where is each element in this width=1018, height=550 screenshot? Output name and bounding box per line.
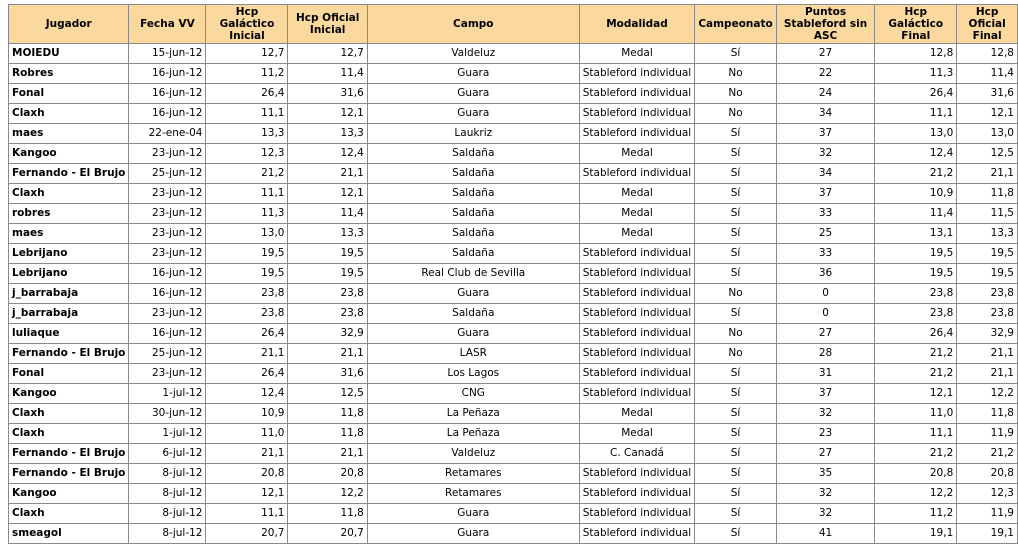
cell-hcp-oficial-inicial: 32,9 [288,324,367,344]
cell-campeonato: No [695,344,777,364]
cell-campeonato: Sí [695,464,777,484]
cell-jugador: Claxh [9,404,129,424]
cell-fecha: 6-jul-12 [129,444,206,464]
cell-hcp-galactico-final: 21,2 [875,444,957,464]
cell-campeonato: Sí [695,264,777,284]
cell-hcp-oficial-inicial: 12,7 [288,44,367,64]
cell-campo: Guara [367,504,579,524]
cell-hcp-oficial-inicial: 19,5 [288,264,367,284]
cell-campeonato: Sí [695,124,777,144]
cell-campo: Valdeluz [367,44,579,64]
cell-puntos: 28 [776,344,874,364]
cell-campo: Retamares [367,484,579,504]
cell-hcp-galactico-inicial: 19,5 [206,244,288,264]
cell-puntos: 37 [776,384,874,404]
cell-hcp-oficial-final: 11,8 [957,184,1018,204]
cell-jugador: Robres [9,64,129,84]
cell-hcp-galactico-final: 11,4 [875,204,957,224]
cell-fecha: 8-jul-12 [129,484,206,504]
cell-hcp-galactico-inicial: 20,7 [206,524,288,544]
cell-fecha: 25-jun-12 [129,164,206,184]
cell-hcp-galactico-inicial: 12,1 [206,484,288,504]
table-row [9,524,1018,544]
cell-hcp-oficial-inicial: 31,6 [288,364,367,384]
cell-hcp-oficial-final: 12,2 [957,384,1018,404]
cell-campo: La Peñaza [367,404,579,424]
cell-campeonato: Sí [695,484,777,504]
cell-campeonato: Sí [695,224,777,244]
cell-jugador: robres [9,204,129,224]
cell-campo: CNG [367,384,579,404]
cell-hcp-oficial-final: 12,1 [957,104,1018,124]
header-hcp-oficial-final: Hcp Oficial Final [957,5,1018,44]
cell-fecha: 16-jun-12 [129,264,206,284]
cell-puntos: 35 [776,464,874,484]
cell-hcp-galactico-final: 21,2 [875,364,957,384]
cell-hcp-galactico-inicial: 13,0 [206,224,288,244]
cell-hcp-galactico-final: 12,1 [875,384,957,404]
cell-hcp-oficial-inicial: 12,4 [288,144,367,164]
cell-modalidad: Stableford individual [579,504,694,524]
cell-modalidad: Stableford individual [579,104,694,124]
cell-jugador: Fonal [9,364,129,384]
header-campo: Campo [367,5,579,44]
cell-campo: Saldaña [367,204,579,224]
cell-campeonato: Sí [695,244,777,264]
cell-hcp-galactico-final: 12,8 [875,44,957,64]
cell-campeonato: Sí [695,144,777,164]
cell-hcp-galactico-inicial: 23,8 [206,284,288,304]
cell-jugador: Kangoo [9,144,129,164]
cell-campo: LASR [367,344,579,364]
cell-jugador: Fernando - El Brujo [9,344,129,364]
cell-modalidad: Stableford individual [579,124,694,144]
cell-hcp-oficial-final: 19,1 [957,524,1018,544]
cell-hcp-oficial-final: 12,8 [957,44,1018,64]
cell-modalidad: Medal [579,184,694,204]
cell-campeonato: Sí [695,504,777,524]
table-row [9,304,1018,324]
cell-campeonato: No [695,84,777,104]
table-row [9,84,1018,104]
cell-puntos: 0 [776,304,874,324]
table-row [9,204,1018,224]
cell-fecha: 23-jun-12 [129,144,206,164]
cell-hcp-oficial-inicial: 21,1 [288,164,367,184]
table-row [9,184,1018,204]
cell-puntos: 36 [776,264,874,284]
cell-fecha: 30-jun-12 [129,404,206,424]
cell-puntos: 25 [776,224,874,244]
cell-puntos: 32 [776,484,874,504]
cell-jugador: j_barrabaja [9,304,129,324]
cell-fecha: 22-ene-04 [129,124,206,144]
cell-hcp-oficial-final: 11,4 [957,64,1018,84]
cell-campo: Guara [367,524,579,544]
cell-hcp-galactico-inicial: 21,2 [206,164,288,184]
table-row [9,504,1018,524]
cell-jugador: j_barrabaja [9,284,129,304]
cell-fecha: 8-jul-12 [129,464,206,484]
cell-modalidad: Medal [579,204,694,224]
cell-hcp-galactico-inicial: 11,0 [206,424,288,444]
cell-hcp-galactico-final: 13,1 [875,224,957,244]
cell-hcp-galactico-inicial: 26,4 [206,364,288,384]
cell-hcp-oficial-inicial: 11,8 [288,404,367,424]
table-row [9,424,1018,444]
cell-puntos: 27 [776,444,874,464]
cell-campeonato: Sí [695,184,777,204]
cell-hcp-oficial-final: 32,9 [957,324,1018,344]
cell-hcp-oficial-final: 21,2 [957,444,1018,464]
cell-campeonato: Sí [695,204,777,224]
cell-hcp-galactico-final: 11,0 [875,404,957,424]
table-row [9,224,1018,244]
cell-fecha: 23-jun-12 [129,364,206,384]
header-hcp-galactico-inicial: Hcp Galáctico Inicial [206,5,288,44]
cell-hcp-oficial-inicial: 11,8 [288,504,367,524]
cell-modalidad: Stableford individual [579,304,694,324]
cell-jugador: maes [9,124,129,144]
cell-hcp-oficial-final: 21,1 [957,164,1018,184]
cell-modalidad: Stableford individual [579,524,694,544]
header-hcp-oficial-inicial: Hcp Oficial Inicial [288,5,367,44]
cell-hcp-galactico-inicial: 11,2 [206,64,288,84]
cell-jugador: Kangoo [9,384,129,404]
table-row [9,124,1018,144]
cell-hcp-galactico-final: 23,8 [875,284,957,304]
cell-hcp-galactico-final: 21,2 [875,344,957,364]
cell-hcp-galactico-final: 10,9 [875,184,957,204]
cell-hcp-galactico-inicial: 13,3 [206,124,288,144]
cell-hcp-oficial-final: 11,8 [957,404,1018,424]
cell-hcp-oficial-inicial: 20,8 [288,464,367,484]
cell-modalidad: Stableford individual [579,384,694,404]
table-row [9,384,1018,404]
cell-modalidad: Stableford individual [579,244,694,264]
cell-puntos: 27 [776,324,874,344]
cell-hcp-oficial-inicial: 11,8 [288,424,367,444]
cell-jugador: Claxh [9,104,129,124]
cell-hcp-oficial-inicial: 21,1 [288,444,367,464]
cell-campo: Saldaña [367,144,579,164]
cell-campo: Guara [367,64,579,84]
cell-hcp-oficial-final: 13,3 [957,224,1018,244]
cell-modalidad: Stableford individual [579,64,694,84]
cell-campo: Los Lagos [367,364,579,384]
header-hcp-galactico-final: Hcp Galáctico Final [875,5,957,44]
cell-fecha: 25-jun-12 [129,344,206,364]
header-puntos-stableford: Puntos Stableford sin ASC [776,5,874,44]
cell-hcp-galactico-final: 23,8 [875,304,957,324]
cell-jugador: maes [9,224,129,244]
cell-hcp-galactico-final: 12,4 [875,144,957,164]
cell-jugador: Lebrijano [9,244,129,264]
table-row [9,164,1018,184]
cell-hcp-oficial-final: 23,8 [957,284,1018,304]
cell-hcp-oficial-final: 11,5 [957,204,1018,224]
cell-campo: Saldaña [367,224,579,244]
cell-hcp-galactico-inicial: 12,4 [206,384,288,404]
cell-fecha: 23-jun-12 [129,304,206,324]
cell-campeonato: No [695,284,777,304]
cell-campeonato: No [695,64,777,84]
cell-hcp-oficial-inicial: 11,4 [288,204,367,224]
cell-campo: Guara [367,324,579,344]
table-row [9,264,1018,284]
cell-hcp-galactico-inicial: 12,7 [206,44,288,64]
cell-hcp-oficial-inicial: 13,3 [288,124,367,144]
cell-hcp-oficial-inicial: 31,6 [288,84,367,104]
cell-hcp-galactico-inicial: 10,9 [206,404,288,424]
cell-fecha: 23-jun-12 [129,244,206,264]
cell-hcp-galactico-final: 11,1 [875,104,957,124]
cell-hcp-galactico-inicial: 19,5 [206,264,288,284]
cell-campeonato: Sí [695,44,777,64]
cell-campeonato: Sí [695,384,777,404]
cell-hcp-oficial-inicial: 12,2 [288,484,367,504]
cell-fecha: 16-jun-12 [129,284,206,304]
cell-campeonato: Sí [695,404,777,424]
table-row [9,104,1018,124]
cell-hcp-galactico-final: 20,8 [875,464,957,484]
cell-modalidad: C. Canadá [579,444,694,464]
cell-puntos: 37 [776,124,874,144]
header-modalidad: Modalidad [579,5,694,44]
cell-puntos: 0 [776,284,874,304]
table-header [9,5,1018,44]
results-table [8,4,1018,544]
cell-modalidad: Stableford individual [579,344,694,364]
cell-hcp-galactico-inicial: 11,1 [206,504,288,524]
table-row [9,444,1018,464]
cell-jugador: Fernando - El Brujo [9,444,129,464]
cell-campo: Guara [367,104,579,124]
table-row [9,464,1018,484]
cell-hcp-galactico-inicial: 12,3 [206,144,288,164]
cell-campeonato: Sí [695,304,777,324]
cell-fecha: 1-jul-12 [129,424,206,444]
cell-fecha: 1-jul-12 [129,384,206,404]
cell-modalidad: Stableford individual [579,324,694,344]
cell-modalidad: Medal [579,224,694,244]
cell-fecha: 8-jul-12 [129,504,206,524]
cell-hcp-galactico-inicial: 20,8 [206,464,288,484]
table-row [9,144,1018,164]
cell-jugador: Fernando - El Brujo [9,164,129,184]
cell-hcp-oficial-final: 11,9 [957,504,1018,524]
cell-fecha: 23-jun-12 [129,224,206,244]
cell-modalidad: Stableford individual [579,84,694,104]
cell-puntos: 41 [776,524,874,544]
cell-campo: Saldaña [367,304,579,324]
cell-hcp-oficial-final: 19,5 [957,244,1018,264]
cell-hcp-oficial-final: 12,5 [957,144,1018,164]
cell-hcp-galactico-final: 11,1 [875,424,957,444]
table-row [9,244,1018,264]
table-row [9,284,1018,304]
cell-hcp-galactico-final: 11,3 [875,64,957,84]
cell-puntos: 31 [776,364,874,384]
cell-puntos: 32 [776,404,874,424]
cell-puntos: 32 [776,504,874,524]
cell-hcp-oficial-final: 31,6 [957,84,1018,104]
cell-hcp-oficial-inicial: 12,1 [288,184,367,204]
cell-modalidad: Stableford individual [579,484,694,504]
cell-fecha: 16-jun-12 [129,64,206,84]
table-row [9,484,1018,504]
cell-hcp-galactico-final: 21,2 [875,164,957,184]
cell-campeonato: Sí [695,364,777,384]
cell-fecha: 16-jun-12 [129,324,206,344]
cell-modalidad: Stableford individual [579,364,694,384]
cell-campo: Real Club de Sevilla [367,264,579,284]
cell-jugador: smeagol [9,524,129,544]
cell-campeonato: No [695,324,777,344]
cell-jugador: Claxh [9,184,129,204]
table-row [9,64,1018,84]
table-body [9,44,1018,544]
cell-hcp-galactico-inicial: 11,1 [206,104,288,124]
cell-jugador: Fonal [9,84,129,104]
cell-hcp-oficial-inicial: 20,7 [288,524,367,544]
cell-modalidad: Stableford individual [579,464,694,484]
cell-campeonato: Sí [695,164,777,184]
cell-modalidad: Medal [579,144,694,164]
cell-hcp-oficial-inicial: 19,5 [288,244,367,264]
cell-jugador: Claxh [9,424,129,444]
cell-puntos: 33 [776,244,874,264]
cell-fecha: 16-jun-12 [129,84,206,104]
cell-campo: La Peñaza [367,424,579,444]
cell-campo: Guara [367,84,579,104]
cell-hcp-oficial-final: 12,3 [957,484,1018,504]
cell-fecha: 15-jun-12 [129,44,206,64]
cell-hcp-oficial-final: 11,9 [957,424,1018,444]
cell-hcp-galactico-inicial: 21,1 [206,444,288,464]
table-row [9,404,1018,424]
cell-fecha: 8-jul-12 [129,524,206,544]
cell-puntos: 34 [776,164,874,184]
cell-hcp-oficial-inicial: 11,4 [288,64,367,84]
cell-hcp-galactico-final: 11,2 [875,504,957,524]
cell-hcp-galactico-final: 26,4 [875,324,957,344]
cell-hcp-galactico-final: 19,1 [875,524,957,544]
cell-hcp-galactico-inicial: 11,1 [206,184,288,204]
cell-hcp-galactico-final: 19,5 [875,264,957,284]
cell-hcp-oficial-inicial: 21,1 [288,344,367,364]
cell-hcp-galactico-final: 13,0 [875,124,957,144]
table-row [9,344,1018,364]
cell-hcp-galactico-final: 26,4 [875,84,957,104]
cell-jugador: MOIEDU [9,44,129,64]
cell-hcp-oficial-final: 23,8 [957,304,1018,324]
table-row [9,324,1018,344]
cell-hcp-galactico-final: 12,2 [875,484,957,504]
cell-jugador: Fernando - El Brujo [9,464,129,484]
header-jugador: Jugador [9,5,129,44]
cell-hcp-oficial-final: 20,8 [957,464,1018,484]
cell-fecha: 16-jun-12 [129,104,206,124]
cell-jugador: Claxh [9,504,129,524]
cell-campeonato: Sí [695,424,777,444]
cell-campo: Valdeluz [367,444,579,464]
cell-modalidad: Stableford individual [579,284,694,304]
cell-jugador: luliaque [9,324,129,344]
cell-modalidad: Medal [579,424,694,444]
cell-hcp-oficial-inicial: 23,8 [288,304,367,324]
cell-puntos: 32 [776,144,874,164]
cell-campo: Retamares [367,464,579,484]
header-fecha: Fecha VV [129,5,206,44]
table-row [9,364,1018,384]
cell-campo: Saldaña [367,244,579,264]
cell-hcp-oficial-inicial: 12,1 [288,104,367,124]
cell-hcp-galactico-final: 19,5 [875,244,957,264]
cell-modalidad: Medal [579,44,694,64]
cell-jugador: Lebrijano [9,264,129,284]
cell-campeonato: Sí [695,524,777,544]
cell-campo: Laukriz [367,124,579,144]
cell-hcp-galactico-inicial: 26,4 [206,324,288,344]
cell-campeonato: No [695,104,777,124]
cell-campo: Saldaña [367,164,579,184]
cell-fecha: 23-jun-12 [129,184,206,204]
cell-puntos: 37 [776,184,874,204]
cell-hcp-oficial-inicial: 23,8 [288,284,367,304]
cell-hcp-galactico-inicial: 21,1 [206,344,288,364]
table-row [9,44,1018,64]
header-campeonato: Campeonato [695,5,777,44]
cell-puntos: 34 [776,104,874,124]
cell-modalidad: Medal [579,404,694,424]
cell-fecha: 23-jun-12 [129,204,206,224]
cell-puntos: 23 [776,424,874,444]
cell-hcp-galactico-inicial: 23,8 [206,304,288,324]
cell-modalidad: Stableford individual [579,164,694,184]
cell-hcp-oficial-inicial: 12,5 [288,384,367,404]
cell-puntos: 22 [776,64,874,84]
cell-modalidad: Stableford individual [579,264,694,284]
cell-hcp-oficial-final: 21,1 [957,344,1018,364]
cell-jugador: Kangoo [9,484,129,504]
header-row [9,5,1018,44]
cell-campo: Saldaña [367,184,579,204]
cell-hcp-oficial-final: 19,5 [957,264,1018,284]
cell-puntos: 33 [776,204,874,224]
cell-puntos: 27 [776,44,874,64]
cell-hcp-oficial-inicial: 13,3 [288,224,367,244]
cell-campeonato: Sí [695,444,777,464]
cell-hcp-galactico-inicial: 26,4 [206,84,288,104]
cell-hcp-oficial-final: 13,0 [957,124,1018,144]
cell-hcp-galactico-inicial: 11,3 [206,204,288,224]
cell-hcp-oficial-final: 21,1 [957,364,1018,384]
cell-puntos: 24 [776,84,874,104]
cell-campo: Guara [367,284,579,304]
